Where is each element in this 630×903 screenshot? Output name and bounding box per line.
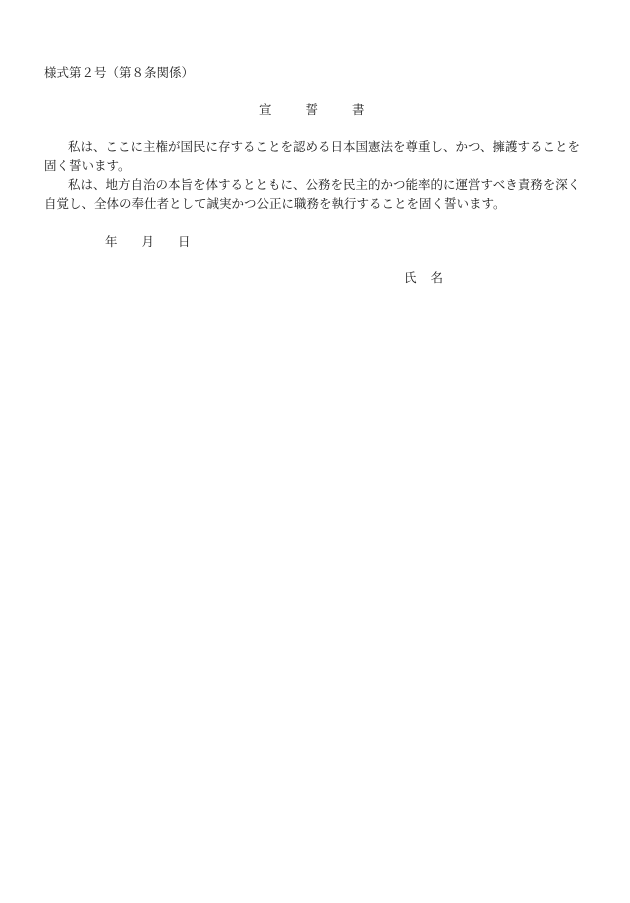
oath-paragraph-1: 私は、ここに主権が国民に存することを認める日本国憲法を尊重し、かつ、擁護することを固く誓います。 [44, 139, 581, 173]
signature-name-label: 氏名 [404, 270, 458, 285]
date-line [105, 233, 191, 251]
form-number-label: 様式第２号（第８条関係） [44, 65, 195, 80]
oath-body [44, 137, 590, 213]
document-title: 宣誓書 [259, 102, 399, 117]
year-label: 年 [105, 234, 118, 249]
month-label: 月 [141, 234, 155, 249]
oath-paragraph-2: 私は、地方自治の本旨を体するとともに、公務を民主的かつ能率的に運営すべき責務を深く自覚し、全体の奉仕者として誠実かつ公正に職務を執行することを固く誓います。 [44, 177, 581, 211]
day-label: 日 [178, 234, 191, 249]
